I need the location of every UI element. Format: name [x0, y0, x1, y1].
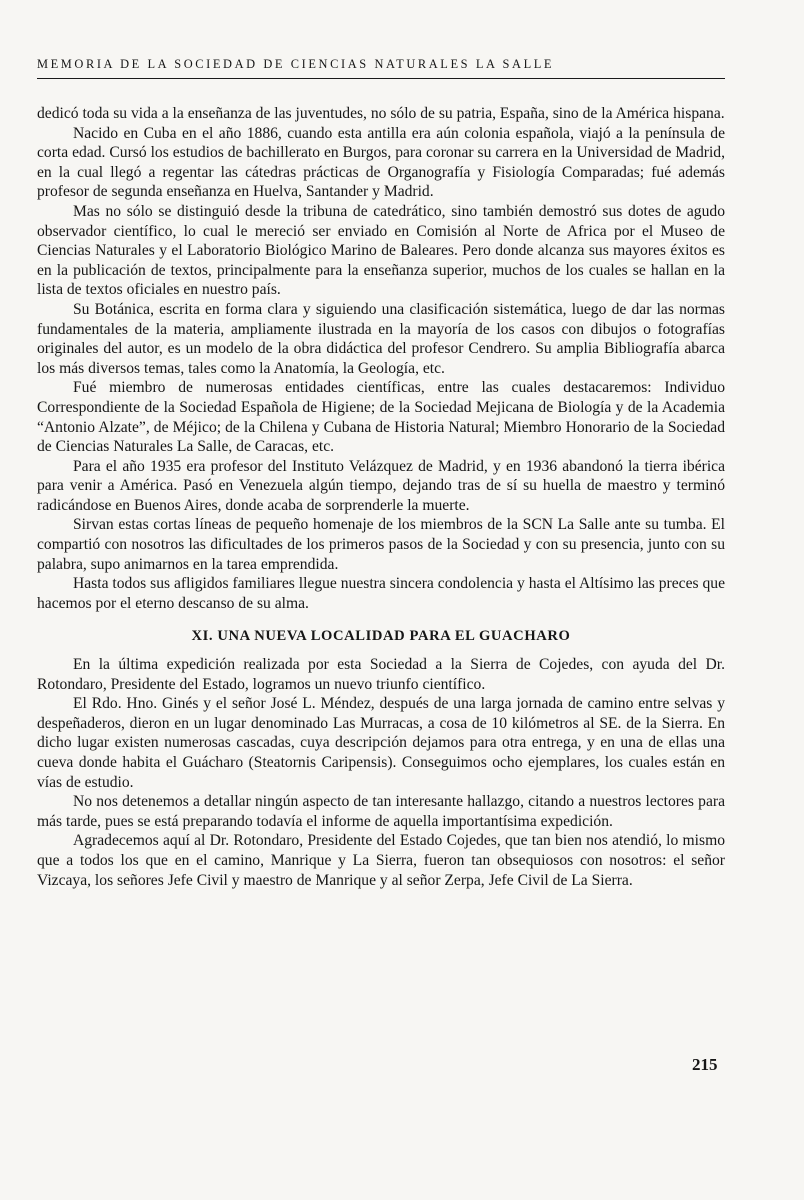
- page-number: 215: [692, 1055, 718, 1074]
- paragraph: Hasta todos sus afligidos familiares llegue nuestra sincera condolencia y hasta el Altísimo las preces que hacemos por el eterno descanso de su alma.: [37, 575, 725, 612]
- paragraph: Para el año 1935 era profesor del Instituto Velázquez de Madrid, y en 1936 abandonó la tierra ibérica para venir a América. Pasó en Venezuela algún tiempo, dejando tras de sí su huella de maestro y terminó radicándose en Buenos Aires, donde acaba de sorprenderle la muerte.: [37, 457, 725, 514]
- paragraph: El Rdo. Hno. Ginés y el señor José L. Méndez, después de una larga jornada de camino entre selvas y despeñaderos, dieron en un lugar denominado Las Murracas, a cosa de 10 kilómetros al SE. de la Sierra. En dicho lugar existen numerosas cascadas, cuya descripción dejamos para otra entrega, y en una de ellas una cueva donde habita el Guácharo (Steatornis Caripensis). Conseguimos ocho ejemplares, los cuales están en vías de estudio.: [37, 695, 725, 791]
- running-header: MEMORIA DE LA SOCIEDAD DE CIENCIAS NATURALES LA SALLE: [37, 57, 555, 71]
- paragraph-continuation: dedicó toda su vida a la enseñanza de las juventudes, no sólo de su patria, España, sino de la América hispana.: [37, 105, 725, 122]
- paragraph: Agradecemos aquí al Dr. Rotondaro, Presidente del Estado Cojedes, que tan bien nos atendió, lo mismo que a todos los que en el camino, Manrique y La Sierra, fueron tan obsequiosos con nosotros: el señor Vizcaya, los señores Jefe Civil y maestro de Manrique y al señor Zerpa, Jefe Civil de La Sierra.: [37, 832, 725, 889]
- paragraph: Nacido en Cuba en el año 1886, cuando esta antilla era aún colonia española, viajó a la península de corta edad. Cursó los estudios de bachillerato en Burgos, para coronar su carrera en la Universidad de Madrid, en la cual llegó a regentar las cátedras prácticas de Organografía y Fisiología Comparadas; fué además profesor de segunda enseñanza en Huelva, Santander y Madrid.: [37, 124, 725, 201]
- section-title: XI. UNA NUEVA LOCALIDAD PARA EL GUACHARO: [191, 628, 571, 645]
- paragraph: Fué miembro de numerosas entidades científicas, entre las cuales destacaremos: Individuo Correspondiente de la Sociedad Española de Higiene; de la Sociedad Mejicana de Biología y de la Academia “Antonio Alzate”, de Méjico; de la Chilena y Cubana de Historia Natural; Miembro Honorario de la Sociedad de Ciencias Naturales La Salle, de Caracas, etc.: [37, 379, 725, 456]
- paragraph: Su Botánica, escrita en forma clara y siguiendo una clasificación sistemática, luego de dar las normas fundamentales de la materia, ampliamente ilustrada en la mayoría de los casos con dibujos o fotografías originales del autor, es un modelo de la obra didáctica del profesor Cendrero. Su amplia Bibliografía abarca los más diversos temas, tales como la Anatomía, la Geología, etc.: [37, 300, 725, 377]
- header-rule: [37, 78, 725, 79]
- paragraph: No nos detenemos a detallar ningún aspecto de tan interesante hallazgo, citando a nuestros lectores para más tarde, pues se está preparando todavía el informe de aquella importantísima expedición.: [37, 793, 725, 830]
- paragraph: Sirvan estas cortas líneas de pequeño homenaje de los miembros de la SCN La Salle ante su tumba. El compartió con nosotros las dificultades de los primeros pasos de la Sociedad y con su presencia, junto con su palabra, supo animarnos en la tarea emprendida.: [37, 516, 725, 573]
- paragraph: En la última expedición realizada por esta Sociedad a la Sierra de Cojedes, con ayuda del Dr. Rotondaro, Presidente del Estado, logramos un nuevo triunfo científico.: [37, 656, 725, 693]
- paragraph: Mas no sólo se distinguió desde la tribuna de catedrático, sino también demostró sus dotes de agudo observador científico, lo cual le mereció ser enviado en Comisión al Norte de Africa por el Museo de Ciencias Naturales y el Laboratorio Biológico Marino de Baleares. Pero donde alcanza sus mayores éxitos es en la publicación de textos, principalmente para la enseñanza superior, muchos de los cuales se hallan en la lista de textos oficiales en nuestro país.: [37, 202, 725, 299]
- article-body: [37, 104, 725, 890]
